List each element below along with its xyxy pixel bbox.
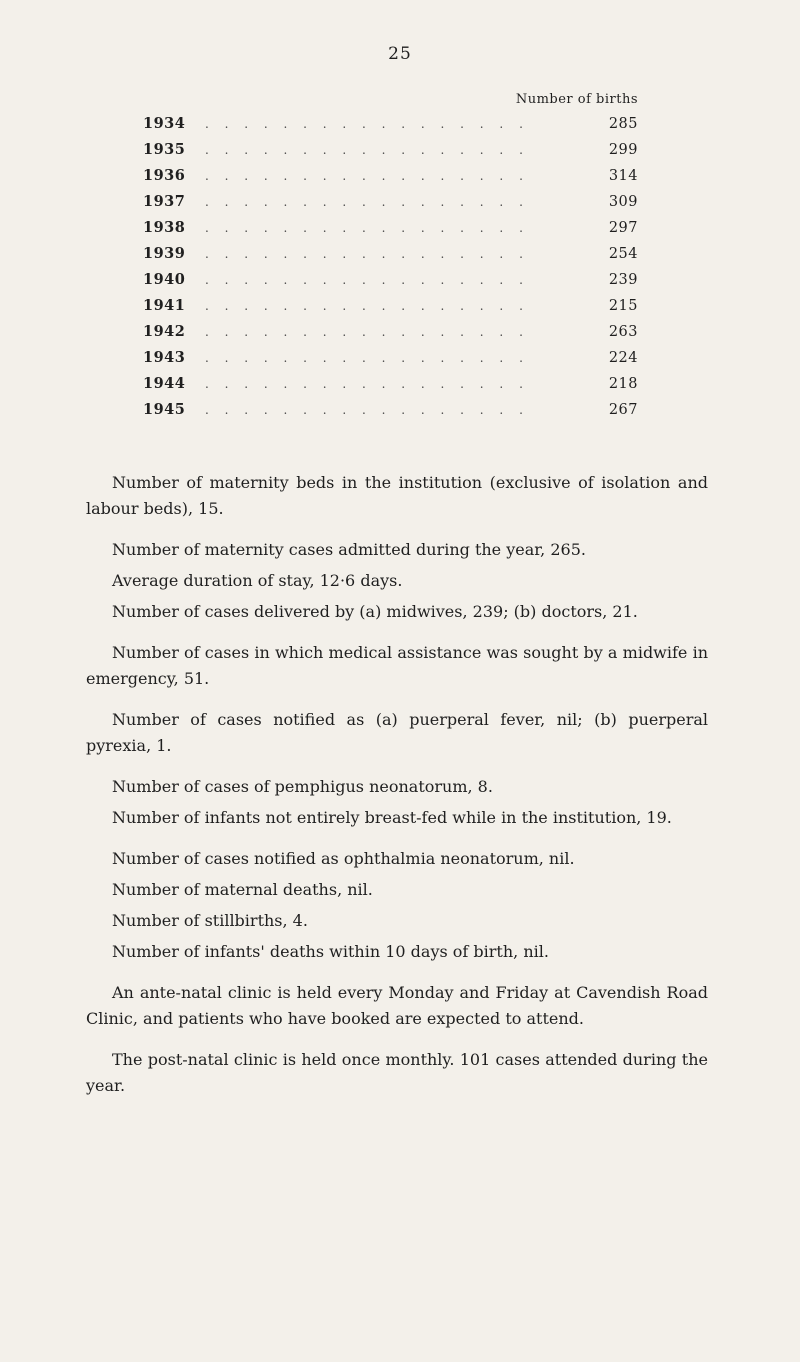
dot-leader: . . . . . . . . . . . . . . . . .: [205, 351, 529, 365]
year-cell: 1935: [143, 141, 186, 158]
table-row: [143, 245, 638, 271]
births-cell: 285: [608, 116, 638, 132]
table-row: [143, 271, 638, 297]
table-row: [143, 193, 638, 219]
year-cell: 1941: [143, 297, 186, 314]
dot-leader: . . . . . . . . . . . . . . . . .: [205, 377, 529, 391]
dot-leader: . . . . . . . . . . . . . . . . .: [205, 247, 529, 261]
year-cell: 1942: [143, 323, 186, 340]
year-cell: 1934: [143, 115, 186, 132]
births-cell: 224: [608, 350, 638, 366]
dot-leader: . . . . . . . . . . . . . . . . .: [205, 143, 529, 157]
year-cell: 1945: [143, 401, 186, 418]
paragraph-maternal-deaths: Number of maternal deaths, nil.: [112, 880, 373, 899]
dot-leader: . . . . . . . . . . . . . . . . .: [205, 273, 529, 287]
births-cell: 299: [608, 142, 638, 158]
report-body: [86, 470, 708, 1109]
table-row: [143, 115, 638, 141]
dot-leader: . . . . . . . . . . . . . . . . .: [205, 169, 529, 183]
dot-leader: . . . . . . . . . . . . . . . . .: [205, 117, 529, 131]
year-cell: 1944: [143, 375, 186, 392]
births-cell: 215: [608, 298, 638, 314]
paragraph-breast-fed: Number of infants not entirely breast-fed while in the institution, 19.: [112, 808, 672, 827]
dot-leader: . . . . . . . . . . . . . . . . .: [205, 195, 529, 209]
births-table: [143, 92, 638, 427]
year-cell: 1940: [143, 271, 186, 288]
births-cell: 297: [608, 220, 638, 236]
page-number: 25: [388, 44, 412, 64]
paragraph-post-natal: The post-natal clinic is held once monthly. 101 cases attended during the year.: [86, 1050, 708, 1095]
table-row: [143, 323, 638, 349]
table-row: [143, 219, 638, 245]
births-cell: 309: [608, 194, 638, 210]
paragraph-ante-natal: An ante-natal clinic is held every Monday and Friday at Cavendish Road Clinic, and patients who have booked are expected to attend.: [86, 983, 708, 1028]
dot-leader: . . . . . . . . . . . . . . . . .: [205, 325, 529, 339]
paragraph-puerperal: Number of cases notified as (a) puerperal fever, nil; (b) puerperal pyrexia, 1.: [86, 710, 708, 755]
table-row: [143, 167, 638, 193]
paragraph-pemphigus: Number of cases of pemphigus neonatorum, 8.: [112, 777, 493, 796]
year-cell: 1939: [143, 245, 186, 262]
paragraph-stillbirths: Number of stillbirths, 4.: [112, 911, 308, 930]
year-cell: 1936: [143, 167, 186, 184]
births-cell: 263: [608, 324, 638, 340]
table-row: [143, 349, 638, 375]
paragraph-infant-deaths: Number of infants' deaths within 10 days of birth, nil.: [112, 942, 549, 961]
dot-leader: . . . . . . . . . . . . . . . . .: [205, 403, 529, 417]
births-cell: 218: [608, 376, 638, 392]
table-row: [143, 141, 638, 167]
births-cell: 254: [608, 246, 638, 262]
paragraph-cases-admitted: Number of maternity cases admitted during the year, 265.: [112, 540, 586, 559]
dot-leader: . . . . . . . . . . . . . . . . .: [205, 299, 529, 313]
table-row: [143, 375, 638, 401]
table-row: [143, 297, 638, 323]
births-cell: 314: [608, 168, 638, 184]
paragraph-cases-delivered: Number of cases delivered by (a) midwives, 239; (b) doctors, 21.: [112, 602, 638, 621]
births-cell: 267: [608, 402, 638, 418]
paragraph-maternity-beds: Number of maternity beds in the institution (exclusive of isolation and labour beds), 15.: [86, 473, 708, 518]
table-row: [143, 401, 638, 427]
year-cell: 1938: [143, 219, 186, 236]
year-cell: 1937: [143, 193, 186, 210]
paragraph-average-stay: Average duration of stay, 12·6 days.: [112, 571, 403, 590]
column-header-births: Number of births: [515, 92, 638, 107]
paragraph-medical-assistance: Number of cases in which medical assistance was sought by a midwife in emergency, 51.: [86, 643, 708, 688]
year-cell: 1943: [143, 349, 186, 366]
paragraph-ophthalmia: Number of cases notified as ophthalmia neonatorum, nil.: [112, 849, 575, 868]
births-cell: 239: [608, 272, 638, 288]
dot-leader: . . . . . . . . . . . . . . . . .: [205, 221, 529, 235]
